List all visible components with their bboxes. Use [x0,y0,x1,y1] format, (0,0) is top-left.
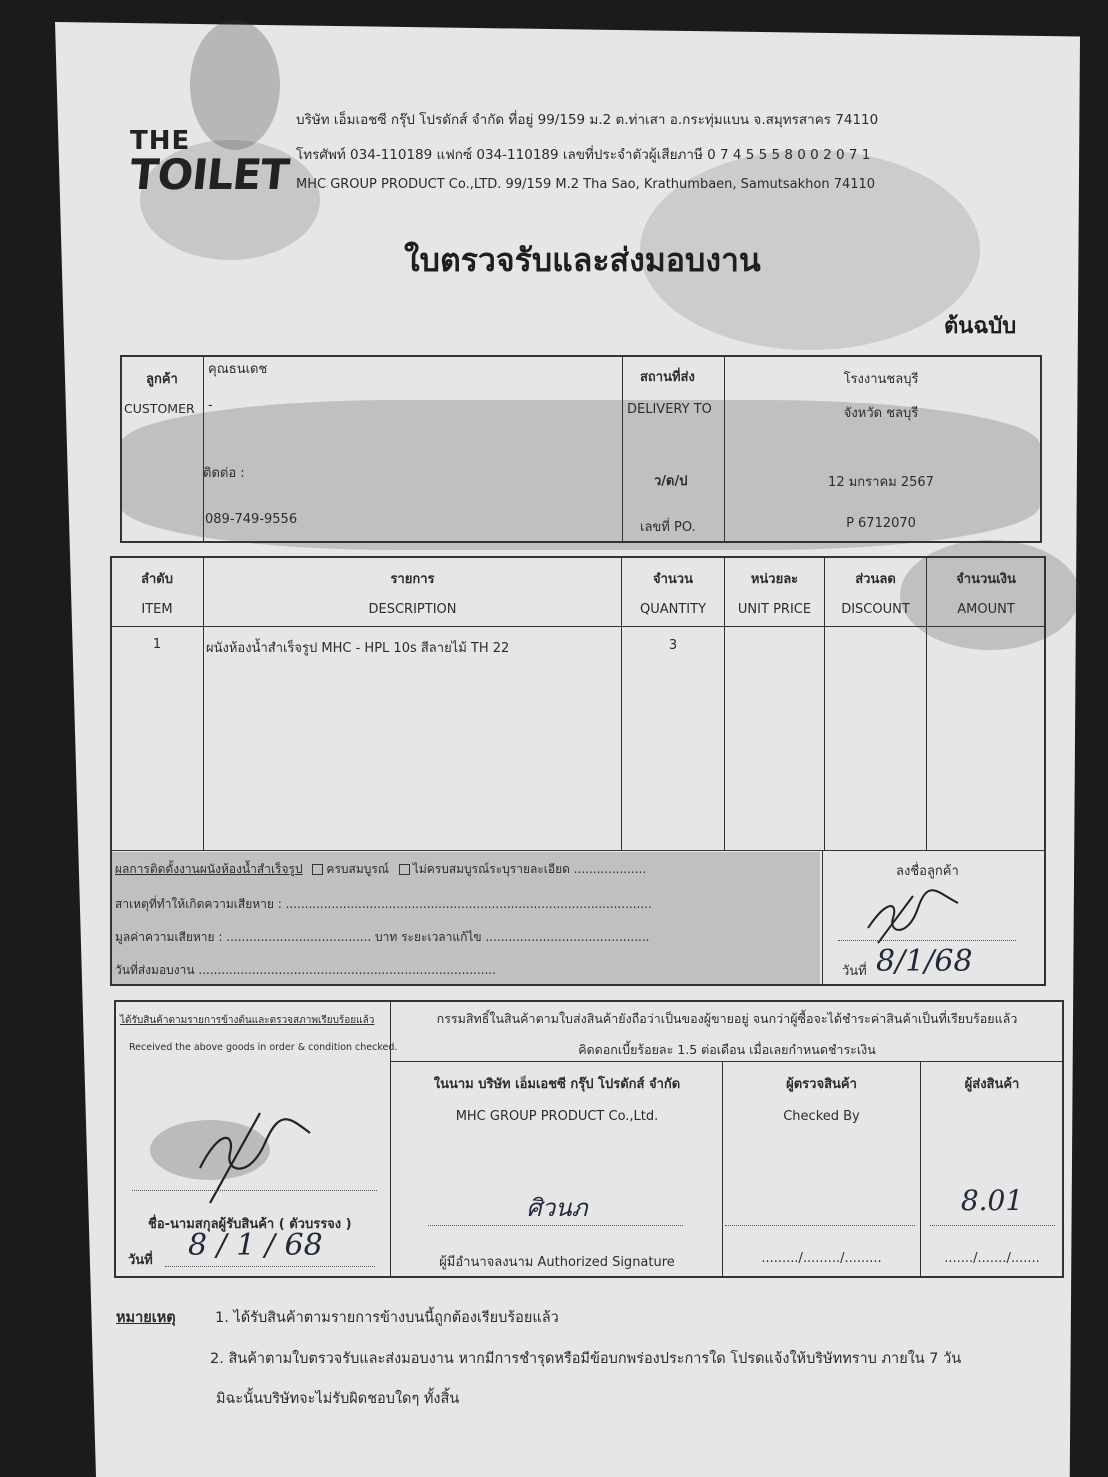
company-signature-th: ในนาม บริษัท เอ็มเอชซี กรุ๊ป โปรดักส์ จำกัด [433,1077,681,1092]
receiver-name-label: ชื่อ-นามสกุลผู้รับสินค้า ( ตัวบรรจง ) [148,1217,352,1232]
header-discount-en: DISCOUNT [841,602,910,617]
delivery-place-line1: โรงงานชลบุรี [843,372,919,387]
checker-label-th: ผู้ตรวจสินค้า [786,1077,857,1092]
damage-cause: สาเหตุที่ทำให้เกิดความเสียหาย : ................................................................................................ [115,897,652,911]
contact-label: ติดต่อ : [203,466,245,481]
receiver-date-label: วันที่ [128,1253,153,1268]
sender-signature-line [930,1225,1055,1226]
header-quantity-en: QUANTITY [639,602,707,617]
divider [621,557,622,850]
document-title: ใบตรวจรับและส่งมอบงาน [404,241,761,279]
terms-line-2: คิดดอกเบี้ยร้อยละ 1.5 ต่อเดือน เมื่อเลยกำหนดชำระเงิน [578,1042,876,1057]
terms-line-1: กรรมสิทธิ์ในสินค้าตามใบส่งสินค้ายังถือว่าเป็นของผู้ขายอยู่ จนกว่าผู้ซื้อจะได้ชำระค่าสินค้าเป็นที่เรียบร้อยแล้ว [436,1011,1018,1026]
divider [920,1062,921,1277]
remark-1: 1. ได้รับสินค้าตามรายการข้างบนนี้ถูกต้องเรียบร้อยแล้ว [215,1310,559,1326]
customer-signature-label: ลงชื่อลูกค้า [896,864,959,879]
company-signature-en: MHC GROUP PRODUCT Co.,Ltd. [455,1109,659,1124]
remarks-label: หมายเหตุ [116,1310,176,1326]
authorized-signature: ศิวนภ [526,1194,588,1222]
header-description-en: DESCRIPTION [368,602,457,617]
checker-date: ........./........./......... [761,1251,882,1266]
company-thai-address: บริษัท เอ็มเอชซี กรุ๊ป โปรดักส์ จำกัด ที่อยู่ 99/159 ม.2 ต.ท่าเสา อ.กระทุ่มแบน จ.สมุทรสาคร 74110 [296,112,879,128]
signature-date-label: วันที่ [842,964,867,979]
handover-date: วันที่ส่งมอบงาน .............................................................................. [115,963,496,977]
logo-line-2: TOILET [127,150,291,199]
company-phone-tax: โทรศัพท์ 034-110189 แฟกซ์ 034-110189 เลขที่ประจำตัวผู้เสียภาษี 0 7 4 5 5 5 8 0 0 2 0 7 1 [296,147,871,163]
installation-result [115,860,646,879]
sender-label-th: ผู้ส่งสินค้า [964,1077,1020,1092]
received-en: Received the above goods in order & condition checked. [129,1042,398,1053]
row-quantity: 3 [668,638,678,653]
delivery-label-en: DELIVERY TO [627,402,712,417]
remark-2: 2. สินค้าตามใบตรวจรับและส่งมอบงาน หากมีการชำรุดหรือมีข้อบกพร่องประการใด โปรดแจ้งให้บริษัททราบ ภายใน 7 วัน [210,1351,962,1367]
customer-label-en: CUSTOMER [124,401,195,416]
row-description: ผนังห้องน้ำสำเร็จรูป MHC - HPL 10s สีลายไม้ TH 22 [206,641,510,656]
customer-name: คุณธนเดช [208,362,268,377]
divider [203,356,204,542]
receiver-date-line [165,1266,375,1267]
complete-label: ครบสมบูรณ์ [326,862,389,876]
the-toilet-logo [127,126,291,199]
divider [724,356,725,542]
delivery-label-th: สถานที่ส่ง [640,370,695,385]
header-unit-price-en: UNIT PRICE [737,602,812,617]
divider [824,557,825,850]
divider [722,1062,723,1277]
customer-dash: - [208,398,213,413]
remark-3: มิฉะนั้นบริษัทจะไม่รับผิดชอบใดๆ ทั้งสิ้น [216,1391,460,1407]
sender-signature: 8.01 [960,1184,1024,1217]
delivery-place-line2: จังหวัด ชลบุรี [843,406,919,421]
divider [622,356,623,542]
signature-date-value: 8/1/68 [876,944,973,979]
authorized-signature-line [428,1225,683,1226]
header-description-th: รายการ [390,572,435,587]
customer-label-th: ลูกค้า [146,372,178,387]
divider [111,850,1045,851]
checker-signature-line [725,1225,915,1226]
header-discount-th: ส่วนลด [855,572,896,587]
divider [203,557,204,850]
date-label: ว/ด/ป [654,474,688,489]
receiver-date-value: 8 / 1 / 68 [188,1228,323,1263]
checker-label-en: Checked By [783,1109,860,1124]
logo-line-1: THE [130,126,191,156]
header-item-th: ลำดับ [141,572,173,587]
divider [391,1061,1063,1062]
divider [822,851,823,984]
incomplete-label: ไม่ครบสมบูรณ์ระบุรายละเอียด ................... [412,862,647,876]
divider [926,557,927,850]
complete-checkbox[interactable] [312,864,323,875]
receiver-signature-line [132,1190,377,1191]
received-th: ได้รับสินค้าตามรายการข้างต้นและตรวจสภาพเรียบร้อยแล้ว [120,1015,375,1026]
header-amount-en: AMOUNT [957,602,1015,617]
customer-signature [858,888,968,948]
header-quantity-th: จำนวน [653,572,693,587]
po-label: เลขที่ PO. [640,520,696,535]
damage-value: มูลค่าความเสียหาย : ...................................... บาท ระยะเวลาแก้ไข ........................................... [115,930,650,944]
incomplete-checkbox[interactable] [399,864,410,875]
signature-line [838,940,1016,941]
divider [111,626,1045,627]
header-amount-th: จำนวนเงิน [956,572,1016,587]
customer-phone: 089-749-9556 [205,512,298,527]
header-unit-price-th: หน่วยละ [750,572,799,587]
divider [724,557,725,850]
delivery-date: 12 มกราคม 2567 [828,475,934,490]
sender-date: ......./......./....... [944,1251,1040,1266]
original-copy-label: ต้นฉบับ [944,314,1017,339]
row-item-number: 1 [152,637,162,652]
header-item-en: ITEM [141,602,173,617]
po-number: P 6712070 [846,516,916,531]
company-english-address: MHC GROUP PRODUCT Co.,LTD. 99/159 M.2 Tha Sao, Krathumbaen, Samutsakhon 74110 [296,177,876,192]
receiver-signature [190,1108,320,1208]
authorized-label: ผู้มีอำนาจลงนาม Authorized Signature [439,1255,675,1270]
installation-result-label: ผลการติดตั้งงานผนังห้องน้ำสำเร็จรูป [115,862,303,876]
